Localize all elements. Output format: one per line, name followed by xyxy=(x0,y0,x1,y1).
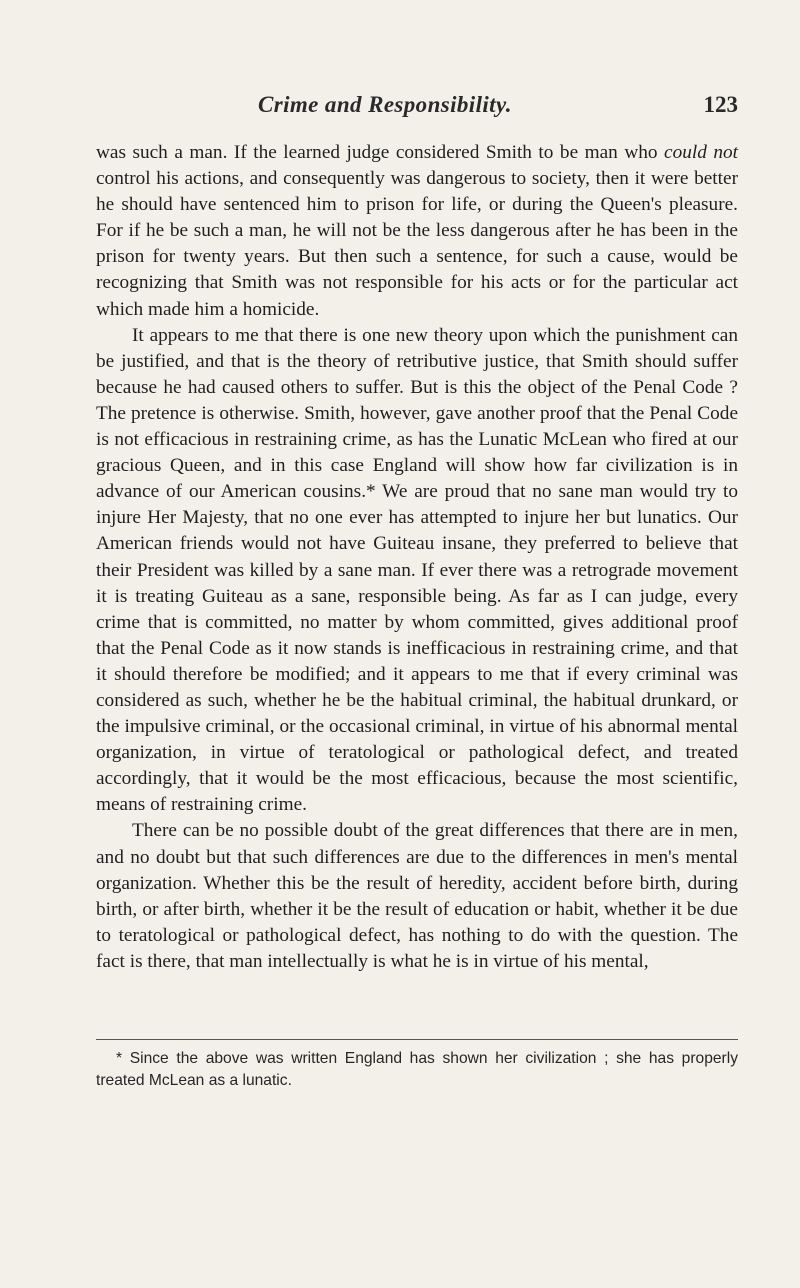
body-text xyxy=(96,140,738,975)
footnote-text: Since the above was written England has shown her civilization ; she has properly treated McLean as a lunatic. xyxy=(96,1050,738,1089)
paragraph-1-start: was such a man. If the learned judge considered Smith to be man who xyxy=(96,142,665,163)
running-title: Crime and Responsibility. xyxy=(258,92,512,117)
page-header xyxy=(258,92,738,122)
paragraph-1 xyxy=(96,140,738,323)
paragraph-2: It appears to me that there is one new theory upon which the punishment can be justified, and that is the theory of retributive justice, that Smith should suffer because he had caused others to suffer. But is this the object of the Penal Code ? The pretence is otherwise. Smith, however, gave another proof that the Penal Code is not efficacious in restraining crime, as has the Lunatic McLean who fired at our gracious Queen, and in this case England will show how far civilization is in advance of our American cousins.* We are proud that no sane man would try to injure Her Majesty, that no one ever has attempted to injure her but lunatics. Our American friends would not have Guiteau insane, they preferred to believe that their President was killed by a sane man. If ever there was a retrograde movement it is treating Guiteau as a sane, responsible being. As far as I can judge, every crime that is committed, no matter by whom committed, gives additional proof that the Penal Code as it now stands is inefficacious in restraining crime, and that it should therefore be modified; and it appears to me that if every criminal was considered as such, whether he be the habitual criminal, the habitual drunkard, or the impulsive criminal, or the occasional criminal, in virtue of his abnormal mental organization, in virtue of teratological or pathological defect, and treated accordingly, that it would be the most efficacious, because the most scientific, means of restraining crime. xyxy=(96,324,738,816)
footnote-marker: * xyxy=(116,1050,123,1067)
footnote-divider xyxy=(96,1039,738,1040)
emphasis-could-not: could not xyxy=(664,142,739,163)
paragraph-3: There can be no possible doubt of the great differences that there are in men, and no doubt but that such differences are due to the differences in men's mental organization. Whether this be the result of heredity, accident before birth, during birth, or after birth, whether it be the result of education or habit, whether it be due to teratological or pathological defect, has nothing to do with the question. The fact is there, that man intellectually is what he is in virtue of his mental, xyxy=(96,820,738,972)
page-number: 123 xyxy=(703,92,738,117)
paragraph-1-rest: control his actions, and consequently was dangerous to society, then it were better he should have sentenced him to prison for life, or during the Queen's pleasure. For if he be such a man, he will not be the less dangerous after he has been in the prison for twenty years. But then such a sentence, for such a cause, would be recognizing that Smith was not responsible for his acts or for the particular act which made him a homicide. xyxy=(96,168,738,320)
footnote xyxy=(96,1048,738,1092)
